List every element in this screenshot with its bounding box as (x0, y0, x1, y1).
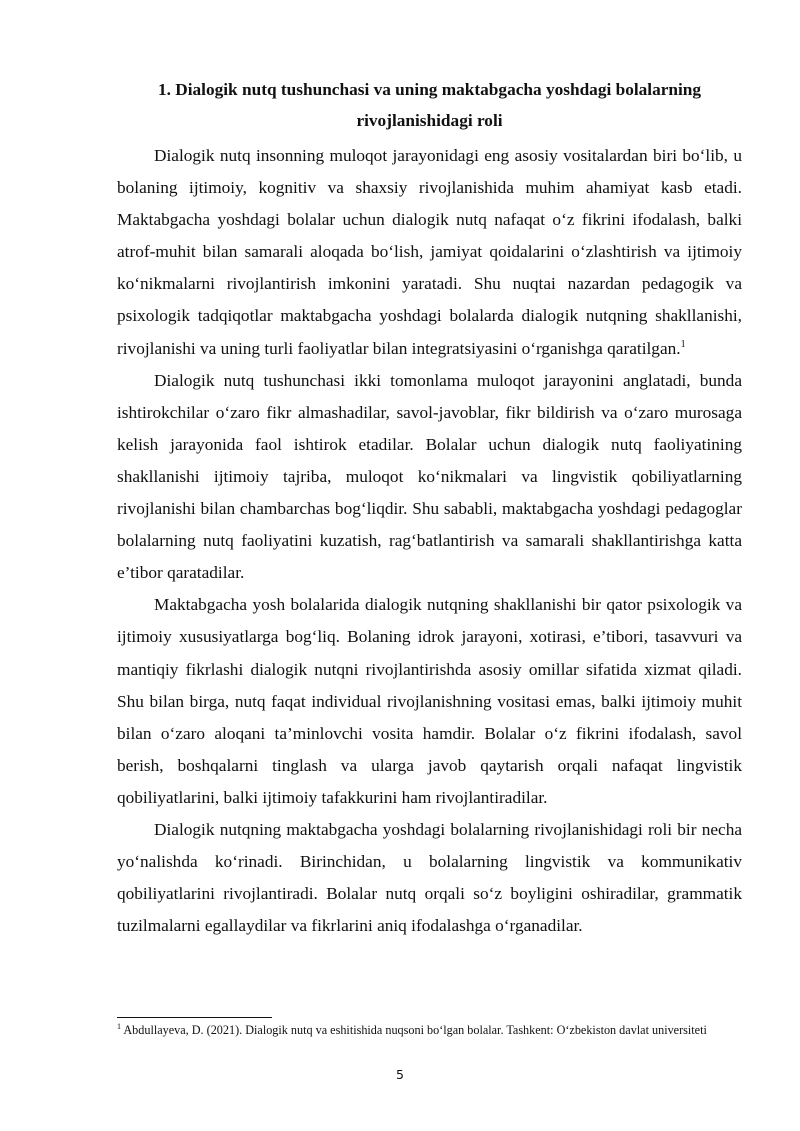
section-heading-line-1: 1. Dialogik nutq tushunchasi va uning maktabgacha yoshdagi bolalarning (157, 80, 702, 99)
footnote-area (117, 1017, 742, 1039)
footnote-marker: 1 (117, 1021, 121, 1031)
page-number: 5 (396, 1067, 404, 1082)
footnote-text: Abdullayeva, D. (2021). Dialogik nutq va eshitishida nuqsoni bo‘lgan bolalar. Tashkent: O‘zbekiston davlat universiteti (123, 1023, 707, 1037)
paragraph-4 (117, 814, 742, 942)
main-content (117, 74, 742, 942)
paragraph-3 (117, 589, 742, 814)
section-heading-line-2: rivojlanishidagi roli (356, 111, 503, 130)
paragraph-2-text: Dialogik nutq tushunchasi ikki tomonlama muloqot jarayonini anglatadi, bunda ishtirokchilar o‘zaro fikr almashadilar, savol-javoblar, fikr bildirish va o‘zaro murosaga kelish jarayonida faol ishtirok etadilar. Bolalar uchun dialogik nutq faoliyatining shakllanishi ijtimoiy tajriba, muloqot ko‘nikmalari va lingvistik qobiliyatlarning rivojlanishi bilan chambarchas bog‘liqdir. Shu sababli, maktabgacha yoshdagi pedagoglar bolalarning nutq faoliyatini kuzatish, rag‘batlantirish va samarali shakllantirishga katta e’tibor qaratadilar. (117, 370, 742, 583)
paragraph-1 (117, 140, 742, 365)
paragraph-3-text: Maktabgacha yosh bolalarida dialogik nutqning shakllanishi bir qator psixologik va ijtimoiy xususiyatlarga bog‘liq. Bolaning idrok jarayoni, xotirasi, e’tibori, tasavvuri va mantiqiy fikrlashi dialogik nutqni rivojlantirishda asosiy omillar sifatida xizmat qiladi. Shu bilan birga, nutq faqat individual rivojlanishning vositasi emas, balki ijtimoiy muhit bilan o‘zaro aloqani ta’minlovchi vosita hamdir. Bolalar o‘z fikrini ifodalash, savol berish, boshqalarni tinglash va ularga javob qaytarish orqali nafaqat lingvistik qobiliyatlarini, balki ijtimoiy tafakkurini ham rivojlantiradilar. (117, 595, 742, 807)
footnote-separator (117, 1017, 272, 1018)
footnote-reference[interactable]: 1 (680, 338, 686, 350)
section-heading (117, 74, 742, 136)
footnote (117, 1022, 742, 1039)
paragraph-1-text: Dialogik nutq insonning muloqot jarayonidagi eng asosiy vositalardan biri bo‘lib, u bolaning ijtimoiy, kognitiv va shaxsiy rivojlanishida muhim ahamiyat kasb etadi. Maktabgacha yoshdagi bolalar uchun dialogik nutq nafaqat o‘z fikrini ifodalash, balki atrof-muhit bilan samarali aloqada bo‘lish, jamiyat qoidalarini o‘zlashtirish va ijtimoiy ko‘nikmalarni rivojlantirish imkonini yaratadi. Shu nuqtai nazardan pedagogik va psixologik tadqiqotlar maktabgacha yoshdagi bolalarda dialogik nutqning shakllanishi, rivojlanishi va uning turli faoliyatlar bilan integratsiyasini o‘rganishga qaratilgan. (117, 146, 742, 358)
paragraph-2 (117, 365, 742, 590)
paragraph-4-text: Dialogik nutqning maktabgacha yoshdagi bolalarning rivojlanishidagi roli bir necha yo‘nalishda ko‘rinadi. Birinchidan, u bolalarning lingvistik va kommunikativ qobiliyatlarini rivojlantiradi. Bolalar nutq orqali so‘z boyligini oshiradilar, grammatik tuzilmalarni egallaydilar va fikrlarini aniq ifodalashga o‘rganadilar. (117, 819, 742, 936)
